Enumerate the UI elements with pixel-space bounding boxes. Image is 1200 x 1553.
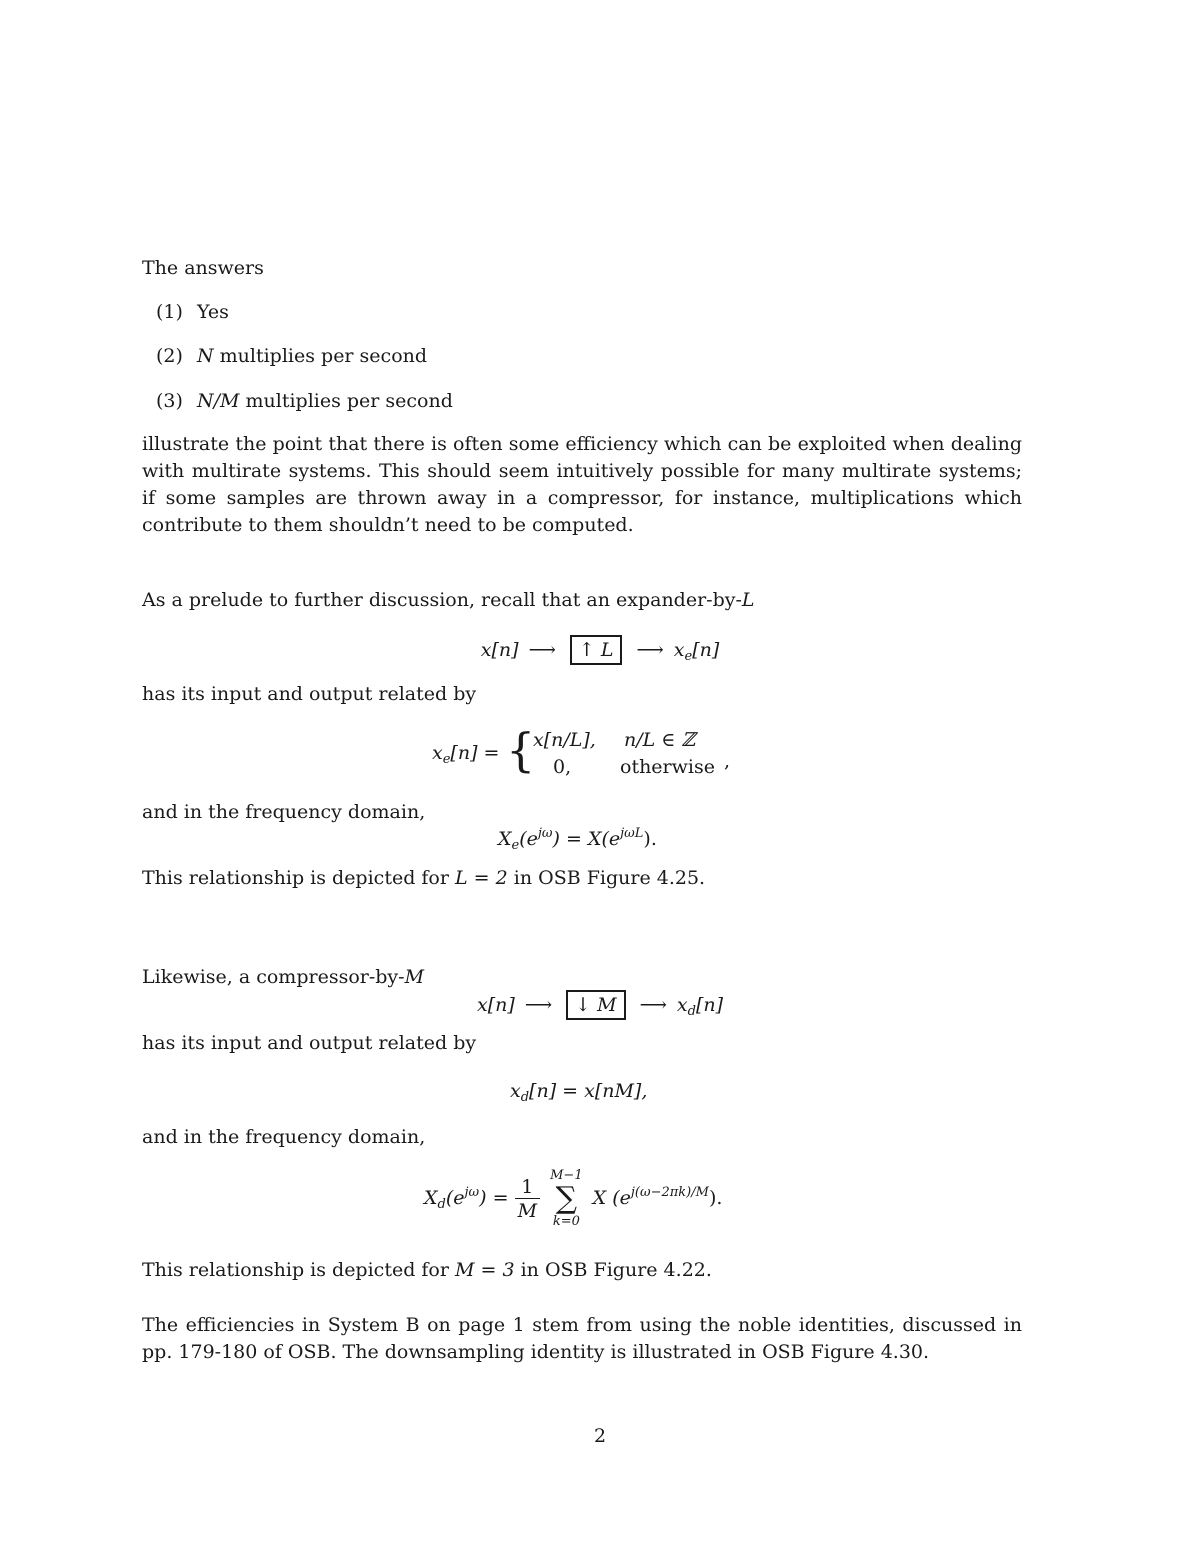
expander-input-label: x[n] [480,639,519,661]
page-number: 2 [593,1425,607,1447]
case2-condition: otherwise [620,756,715,778]
answer-number: (3) [156,390,183,412]
answer-text: multiplies per second [213,345,428,367]
answer-item-3 [156,390,453,412]
equation-trailing-comma: , [724,750,731,772]
answers-intro: The answers [142,257,264,279]
case1-value: x[n/L], [533,729,596,751]
arrow-icon: ⟶ [636,639,664,661]
expander-intro-var: L [741,589,755,611]
noble-identities-paragraph: The efficiencies in System B on page 1 stem from using the noble identities, discussed in pp. 179-180 of OSB. The downsampling identity is illustrated in OSB Figure 4.30. [142,1314,1022,1363]
expander-frequency-equation: $X_e(e^{j\omega}) = X(e^{j\omega L})$. [498,826,657,853]
expander-output-label: $x_e[n]$ [673,639,720,664]
compressor-output-label: $x_d[n]$ [676,994,723,1019]
expander-intro-text: As a prelude to further discussion, recall that an expander-by- [142,589,742,611]
compressor-frequency-text: and in the frequency domain, [142,1126,426,1148]
compressor-intro-var: M [404,966,425,988]
compressor-equation: $x_d[n] = x[nM]$, [510,1080,648,1105]
expander-relation-text: has its input and output related by [142,683,477,705]
compressor-diagram [0,990,1200,1027]
answer-text: Yes [196,301,229,323]
compressor-intro-text: Likewise, a compressor-by- [142,966,405,988]
answer-number: (2) [156,345,183,367]
answer-math: N [196,345,214,367]
summation-icon: M−1 ∑ k=0 [550,1168,583,1229]
compressor-intro [142,966,424,988]
brace-icon: { [506,723,536,777]
compressor-frequency-equation: $X_d(e^{j\omega})$ = $\frac{1}{M}$ M−1 ∑ k=0 X $(e^{j(\omega-2\pi k)/M})$. [424,1168,723,1229]
case1-condition: n/L ∈ ℤ [624,729,696,751]
answer-item-1 [156,301,229,323]
case2-value: 0, [553,756,572,778]
arrow-icon: ⟶ [639,994,667,1016]
efficiency-paragraph: illustrate the point that there is often some efficiency which can be exploited when dealing with multirate systems. This should seem intuitively possible for many multirate systems; if some samples are thrown away in a compressor, for instance, multiplications which contribute to them shouldn’t need to be computed. [142,433,1022,536]
expander-diagram [0,635,1200,672]
arrow-icon: ⟶ [528,639,556,661]
answer-text: multiplies per second [239,390,453,412]
expander-equation-lhs: $x_e[n]$ = [432,742,500,767]
answer-item-2 [156,345,427,367]
compressor-block: ↓ M [566,990,625,1020]
answer-number: (1) [156,301,183,323]
fraction: $\frac{1}{M}$ [515,1176,540,1223]
expander-block: ↑ L [570,635,623,665]
compressor-depicted-text: This relationship is depicted for M = 3 in OSB Figure 4.22. [142,1259,712,1281]
expander-frequency-text: and in the frequency domain, [142,801,426,823]
expander-intro [142,589,755,611]
compressor-input-label: x[n] [477,994,515,1016]
compressor-relation-text: has its input and output related by [142,1032,477,1054]
expander-depicted-text: This relationship is depicted for L = 2 in OSB Figure 4.25. [142,867,706,889]
arrow-icon: ⟶ [524,994,553,1016]
answer-math: N/M [196,390,240,412]
